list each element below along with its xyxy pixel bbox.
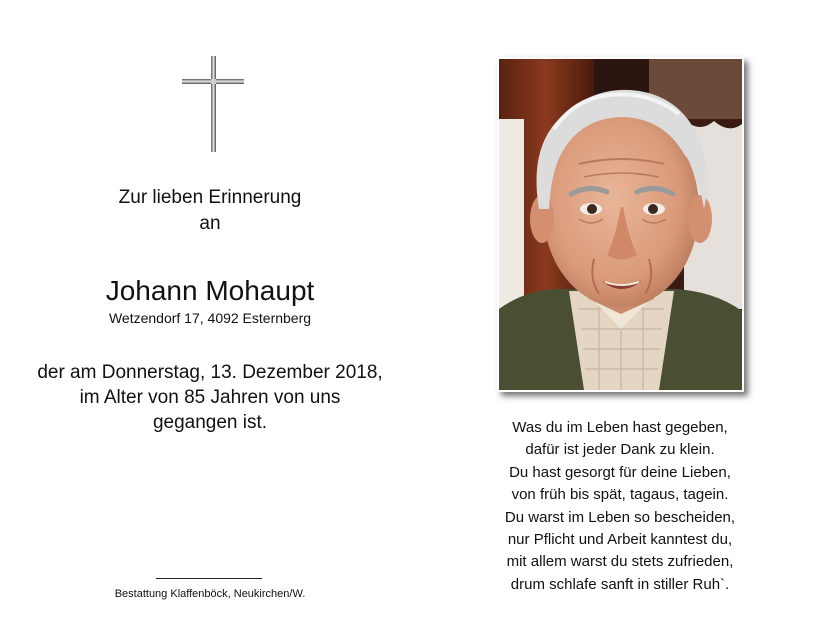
poem-line: Du hast gesorgt für deine Lieben,	[509, 463, 731, 481]
poem-line: Was du im Leben hast gegeben,	[512, 419, 728, 436]
death-notice	[20, 360, 400, 435]
death-line-2: im Alter von 85 Jahren von uns	[79, 387, 341, 408]
signature-rule	[156, 578, 262, 579]
cross-icon	[181, 56, 245, 154]
deceased-address: Wetzendorf 17, 4092 Esternberg	[108, 310, 312, 326]
poem-line: mit allem warst du stets zufrieden,	[506, 553, 734, 571]
death-line-3: gegangen ist.	[152, 412, 268, 433]
deceased-name: Johann Mohaupt	[105, 275, 315, 306]
poem-line: von früh bis spät, tagaus, tagein.	[511, 486, 729, 504]
intro-line-1: Zur lieben Erinnerung	[118, 187, 302, 208]
memorial-poem	[480, 417, 760, 596]
poem-line: Du warst im Leben so bescheiden,	[504, 508, 736, 526]
funeral-home: Bestattung Klaffenböck, Neukirchen/W.	[114, 588, 306, 600]
death-line-1: der am Donnerstag, 13. Dezember 2018,	[37, 362, 383, 383]
portrait-photo	[499, 59, 742, 390]
poem-line: nur Pflicht und Arbeit kanntest du,	[507, 531, 733, 549]
poem-line: dafür ist jeder Dank zu klein.	[525, 441, 715, 459]
poem-line: drum schlafe sanft in stiller Ruh`.	[510, 575, 730, 593]
intro-line-2: an	[199, 213, 221, 234]
memorial-intro	[60, 185, 360, 237]
portrait-frame	[497, 57, 744, 392]
